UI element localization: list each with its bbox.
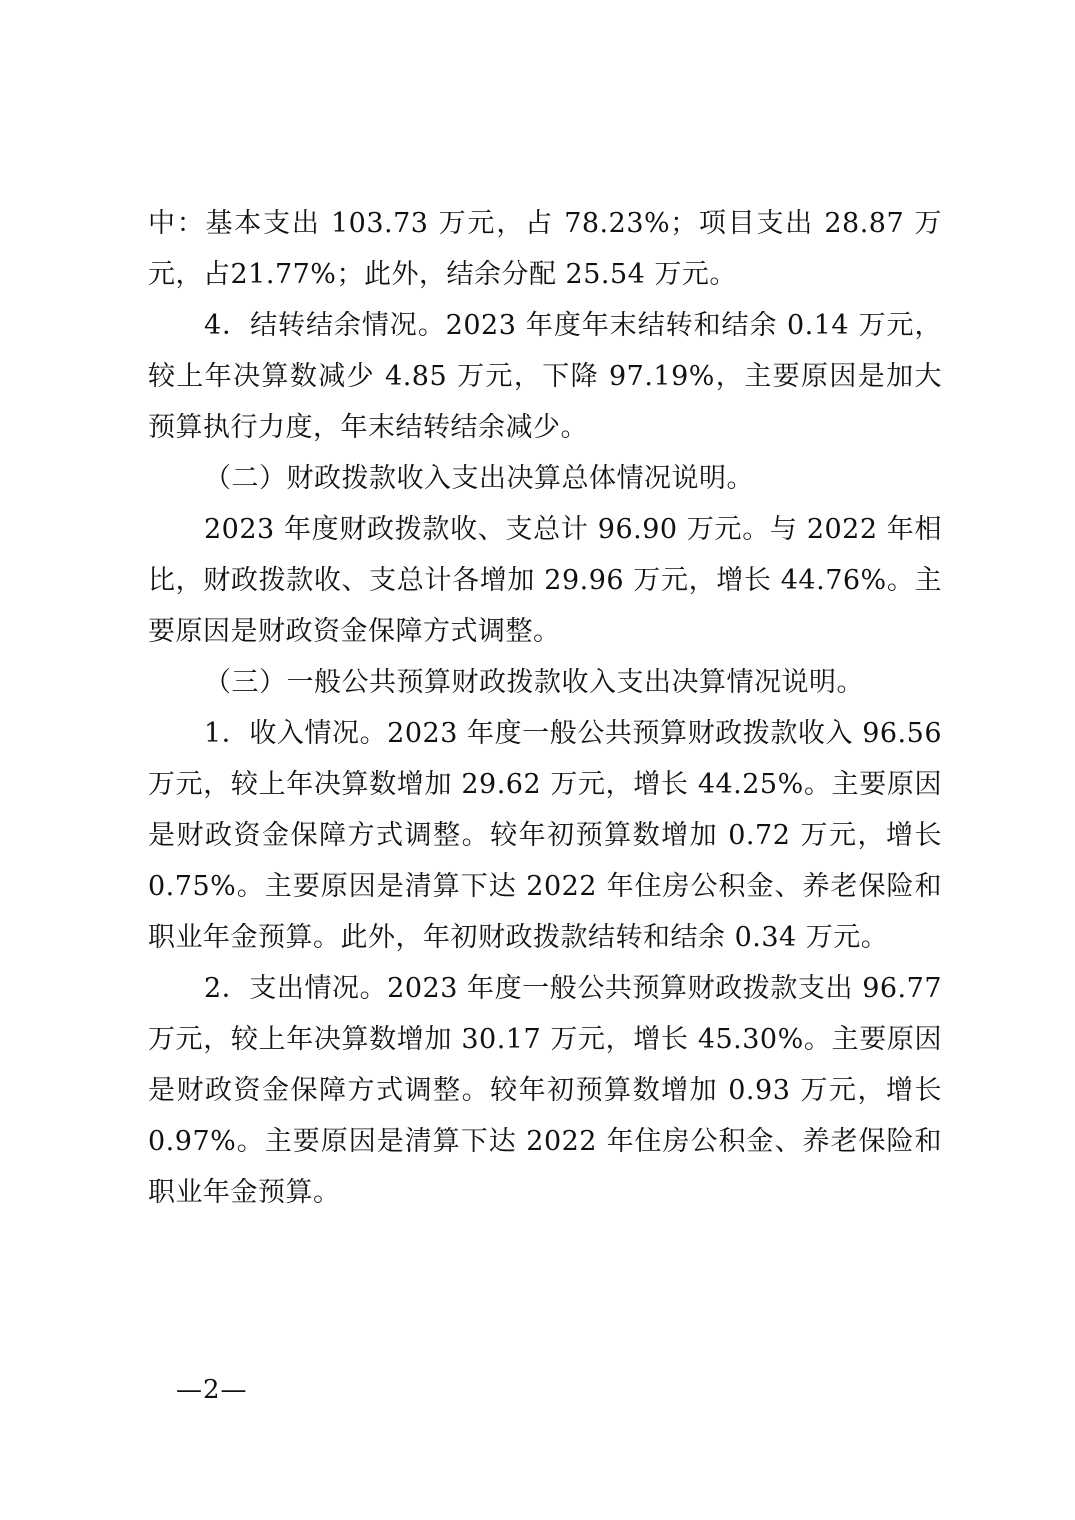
paragraph-income-situation: 1．收入情况。2023 年度一般公共预算财政拨款收入 96.56 万元，较上年决算数增加 29.62 万元，增长 44.25%。主要原因是财政资金保障方式调整。较年初预算数增加 0.72 万元，增长0.75%。主要原因是清算下达 2022 年住房公积金、养老保险和职业年金预算。此外，年初财政拨款结转和结余 0.34 万元。 xyxy=(148,718,942,953)
document-body xyxy=(148,198,942,1218)
paragraph-fiscal-appropriation-total: 2023 年度财政拨款收、支总计 96.90 万元。与 2022 年相比，财政拨款收、支总计各增加 29.96 万元，增长 44.76%。主要原因是财政资金保障方式调整。 xyxy=(148,514,942,647)
paragraph-carryover-balance: 4．结转结余情况。2023 年度年末结转和结余 0.14 万元，较上年决算数减少 4.85 万元，下降 97.19%，主要原因是加大预算执行力度，年末结转结余减少。 xyxy=(148,310,942,443)
page-number: —2— xyxy=(176,1375,248,1405)
section-heading-general-public-budget: （三）一般公共预算财政拨款收入支出决算情况说明。 xyxy=(204,667,864,698)
paragraph-expenditure-breakdown: 中：基本支出 103.73 万元，占 78.23%；项目支出 28.87 万元，占21.77%；此外，结余分配 25.54 万元。 xyxy=(148,208,942,290)
paragraph-expenditure-situation: 2．支出情况。2023 年度一般公共预算财政拨款支出 96.77 万元，较上年决算数增加 30.17 万元，增长 45.30%。主要原因是财政资金保障方式调整。较年初预算数增加 0.93 万元，增长0.97%。主要原因是清算下达 2022 年住房公积金、养老保险和职业年金预算。 xyxy=(148,973,942,1208)
section-heading-fiscal-appropriation-overview: （二）财政拨款收入支出决算总体情况说明。 xyxy=(204,463,754,494)
